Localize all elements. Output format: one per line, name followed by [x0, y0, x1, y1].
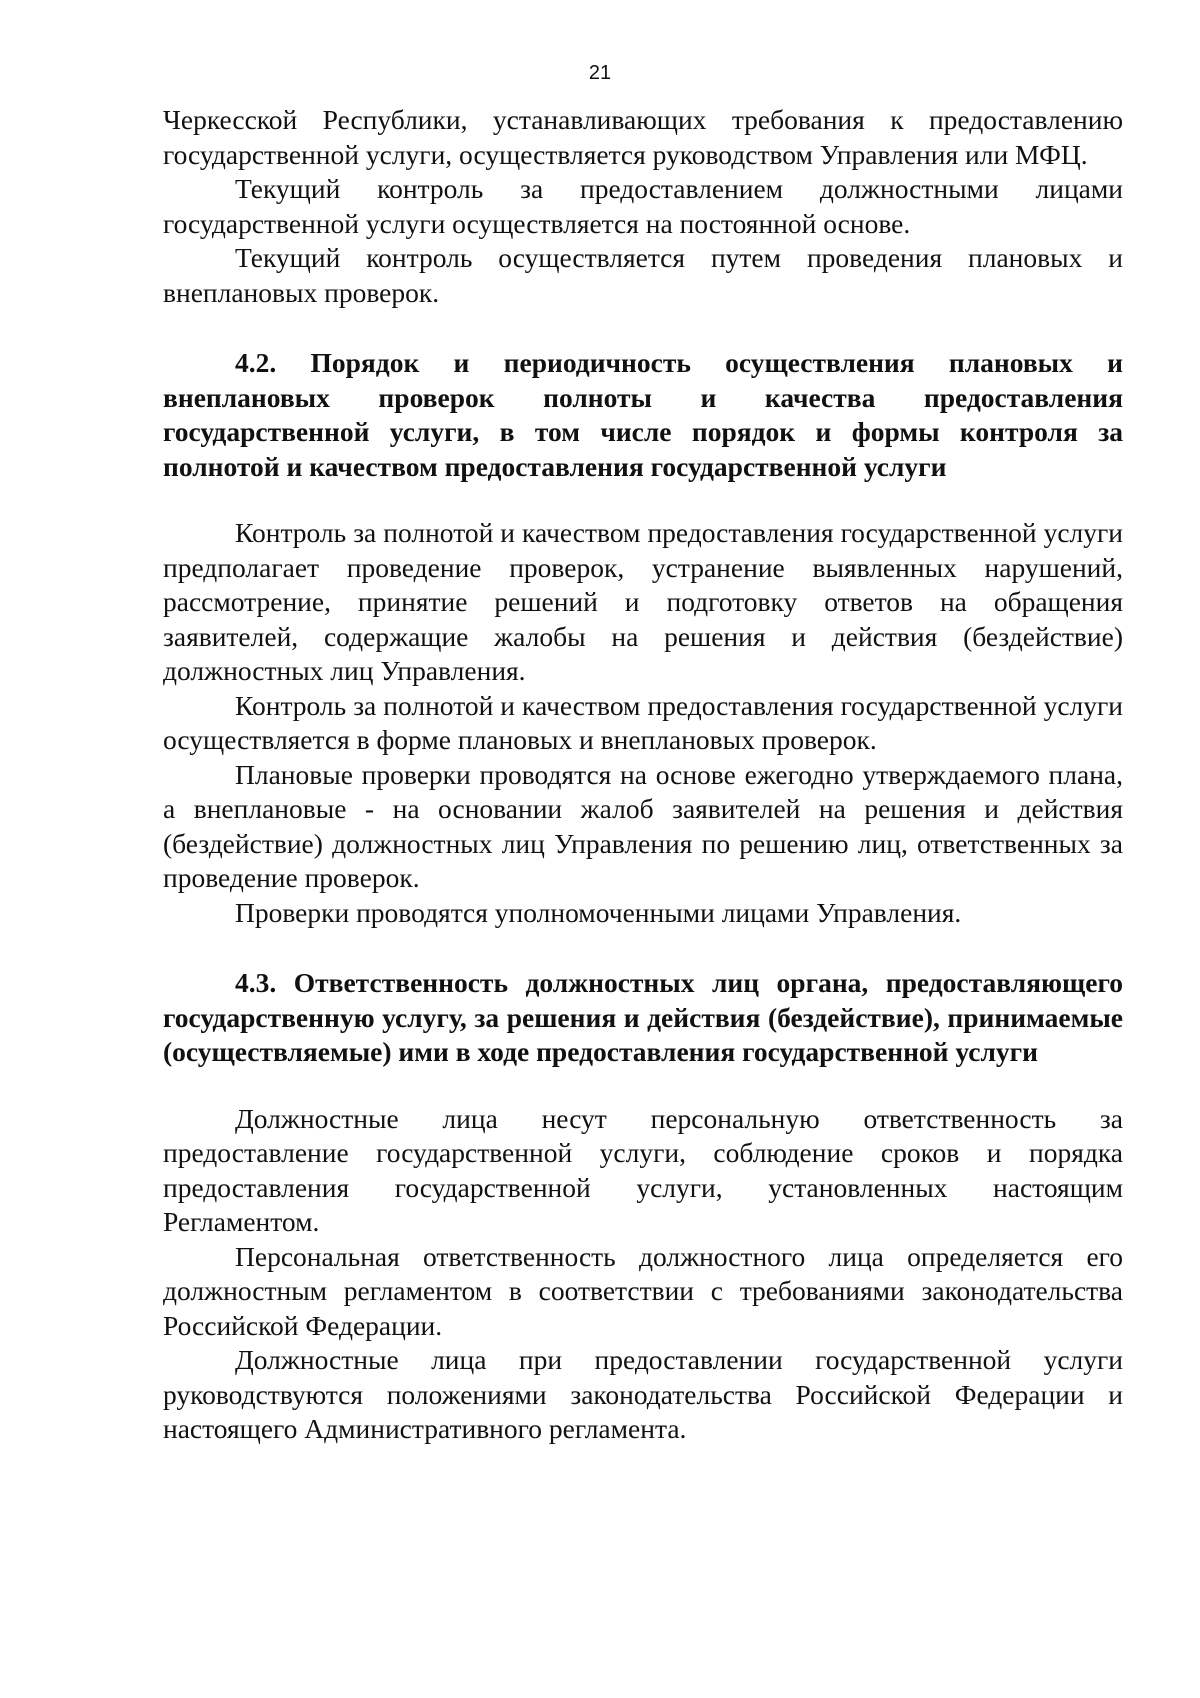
- section-4-3-paragraph: Должностные лица при предоставлении государственной услуги руководствуются положениями законодательства Российской Федерации и настоящего Административного регламента.: [163, 1344, 1123, 1444]
- section-heading-4-2: 4.2. Порядок и периодичность осуществления плановых и внеплановых проверок полноты и качества предоставления государственной услуги, в том числе порядок и формы контроля за полнотой и качеством предоставления государственной услуги: [163, 347, 1123, 482]
- section-4-2-paragraph: Контроль за полнотой и качеством предоставления государственной услуги предполагает проведение проверок, устранение выявленных нарушений, рассмотрение, принятие решений и подготовку ответов на обращения заявителей, содержащие жалобы на решения и действия (бездействие) должностных лиц Управления.: [163, 517, 1123, 686]
- section-heading-4-3: 4.3. Ответственность должностных лиц органа, предоставляющего государственную услугу, за решения и действия (бездействие), принимаемые (осуществляемые) ими в ходе предоставления государственной услуги: [163, 967, 1123, 1067]
- intro-paragraph-current-control: Текущий контроль за предоставлением должностными лицами государственной услуги осуществляется на постоянной основе.: [163, 173, 1123, 239]
- section-4-2-paragraph: Контроль за полнотой и качеством предоставления государственной услуги осуществляется в форме плановых и внеплановых проверок.: [163, 689, 1123, 755]
- section-4-3-paragraph: Должностные лица несут персональную ответственность за предоставление государственной услуги, соблюдение сроков и порядка предоставления государственной услуги, установленных настоящим Регламентом.: [163, 1102, 1123, 1237]
- intro-paragraph-continuation: Черкесской Республики, устанавливающих требования к предоставлению государственной услуги, осуществляется руководством Управления или МФЦ.: [163, 104, 1123, 170]
- section-4-2-paragraph: Плановые проверки проводятся на основе ежегодно утверждаемого плана, а внеплановые - на основании жалоб заявителей на решения и действия (бездействие) должностных лиц Управления по решению лиц, ответственных за проведение проверок.: [163, 758, 1123, 893]
- page-number: 21: [588, 62, 612, 84]
- intro-paragraph-inspections: Текущий контроль осуществляется путем проведения плановых и внеплановых проверок.: [163, 242, 1123, 308]
- section-4-3-paragraph: Персональная ответственность должностного лица определяется его должностным регламентом в соответствии с требованиями законодательства Российской Федерации.: [163, 1240, 1123, 1341]
- document-body: [163, 103, 1123, 1447]
- section-4-2-paragraph: Проверки проводятся уполномоченными лицами Управления.: [235, 896, 962, 928]
